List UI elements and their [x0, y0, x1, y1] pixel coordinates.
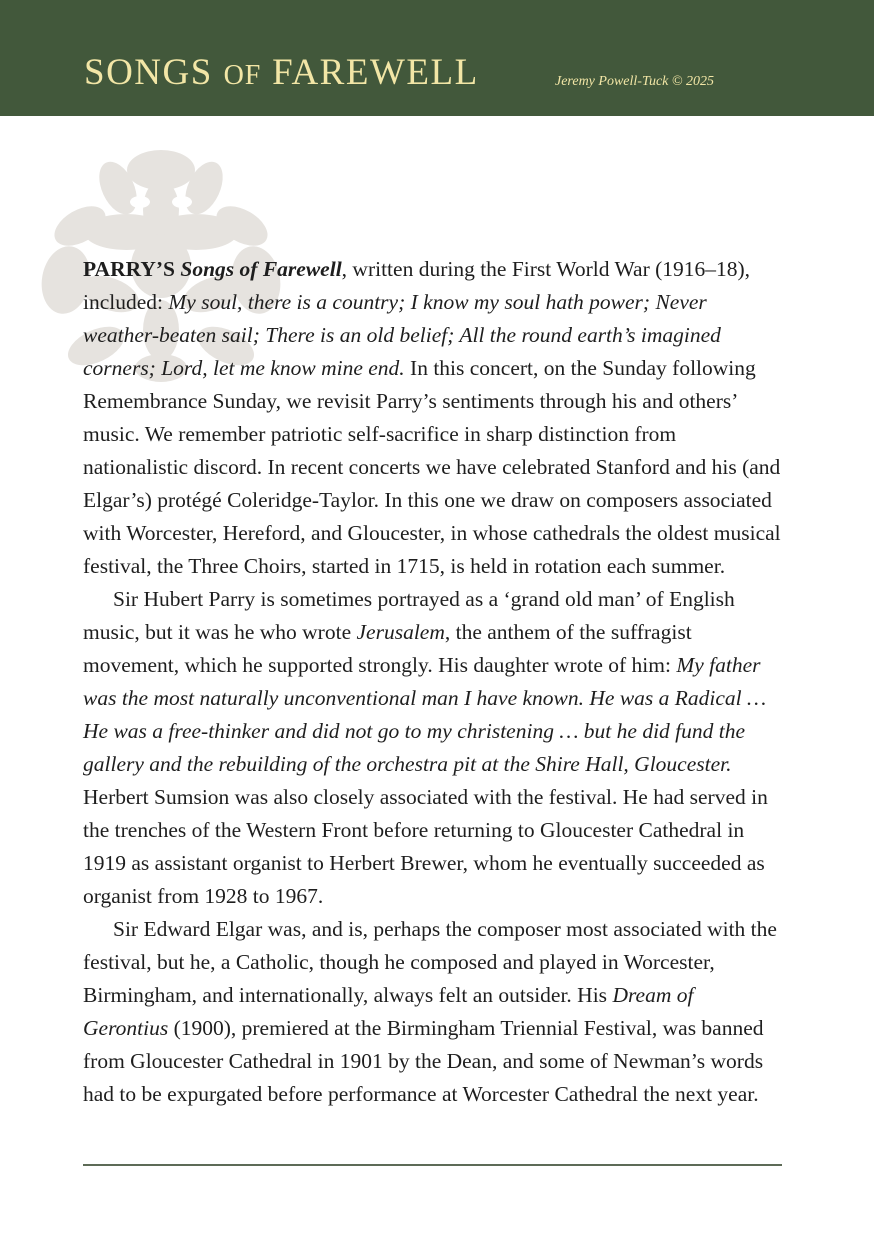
- page-title: [84, 54, 479, 91]
- body-text: (1900), premiered at the Birmingham Triennial Festival, was banned from Gloucester Cathedral in 1901 by the Dean, and some of Newman’s words had to be expurgated before performance at Worcester Cathedral the next year.: [83, 1016, 764, 1106]
- paragraph-intro: [83, 253, 783, 583]
- page-header: [0, 0, 874, 116]
- article-body: [83, 253, 783, 1111]
- work-title: Songs of Farewell: [180, 257, 342, 281]
- body-text: , the anthem of the suffragist movement, which he supported strongly. His daughter wrote of him:: [83, 620, 692, 677]
- title-of: OF: [223, 60, 262, 91]
- title-part-2: FAREWELL: [261, 52, 479, 93]
- paragraph-parry: [83, 583, 783, 913]
- lead-in: PARRY’S: [83, 257, 176, 281]
- author-credit: Jeremy Powell-Tuck © 2025: [555, 74, 715, 89]
- daughter-quote: My father was the most naturally unconventional man I have known. He was a Radical … He was a free-thinker and did not go to my christening … but he did fund the gallery and the rebuilding of the orchestra pit at the Shire Hall, Gloucester.: [83, 653, 767, 776]
- paragraph-elgar: [83, 913, 783, 1111]
- work-title: Dream of Gerontius: [83, 983, 694, 1040]
- bottom-rule: [83, 1164, 782, 1166]
- body-text: , written during the First World War (1916–18), included:: [83, 257, 751, 314]
- work-title: Jerusalem: [356, 620, 445, 644]
- body-text: Herbert Sumsion was also closely associated with the festival. He had served in the trenches of the Western Front before returning to Gloucester Cathedral in 1919 as assistant organist to Herbert Brewer, whom he eventually succeeded as organist from 1928 to 1967.: [83, 785, 768, 908]
- body-text: In this concert, on the Sunday following Remembrance Sunday, we revisit Parry’s sentiments through his and others’ music. We remember patriotic self-sacrifice in sharp distinction from nationalistic discord. In recent concerts we have celebrated Stanford and his (and Elgar’s) protégé Coleridge-Taylor. In this one we draw on composers associated with Worcester, Hereford, and Gloucester, in whose cathedrals the oldest musical festival, the Three Choirs, started in 1715, is held in rotation each summer.: [83, 356, 781, 578]
- song-list: My soul, there is a country; I know my soul hath power; Never weather-beaten sail; There is an old belief; All the round earth’s imagined corners; Lord, let me know mine end.: [83, 290, 721, 380]
- body-text: Sir Hubert Parry is sometimes portrayed as a ‘grand old man’ of English music, but it was he who wrote: [83, 587, 735, 644]
- body-text: Sir Edward Elgar was, and is, perhaps the composer most associated with the festival, but he, a Catholic, though he composed and played in Worcester, Birmingham, and internationally, always felt an outsider. His: [83, 917, 777, 1007]
- title-part-1: SONGS: [84, 52, 224, 93]
